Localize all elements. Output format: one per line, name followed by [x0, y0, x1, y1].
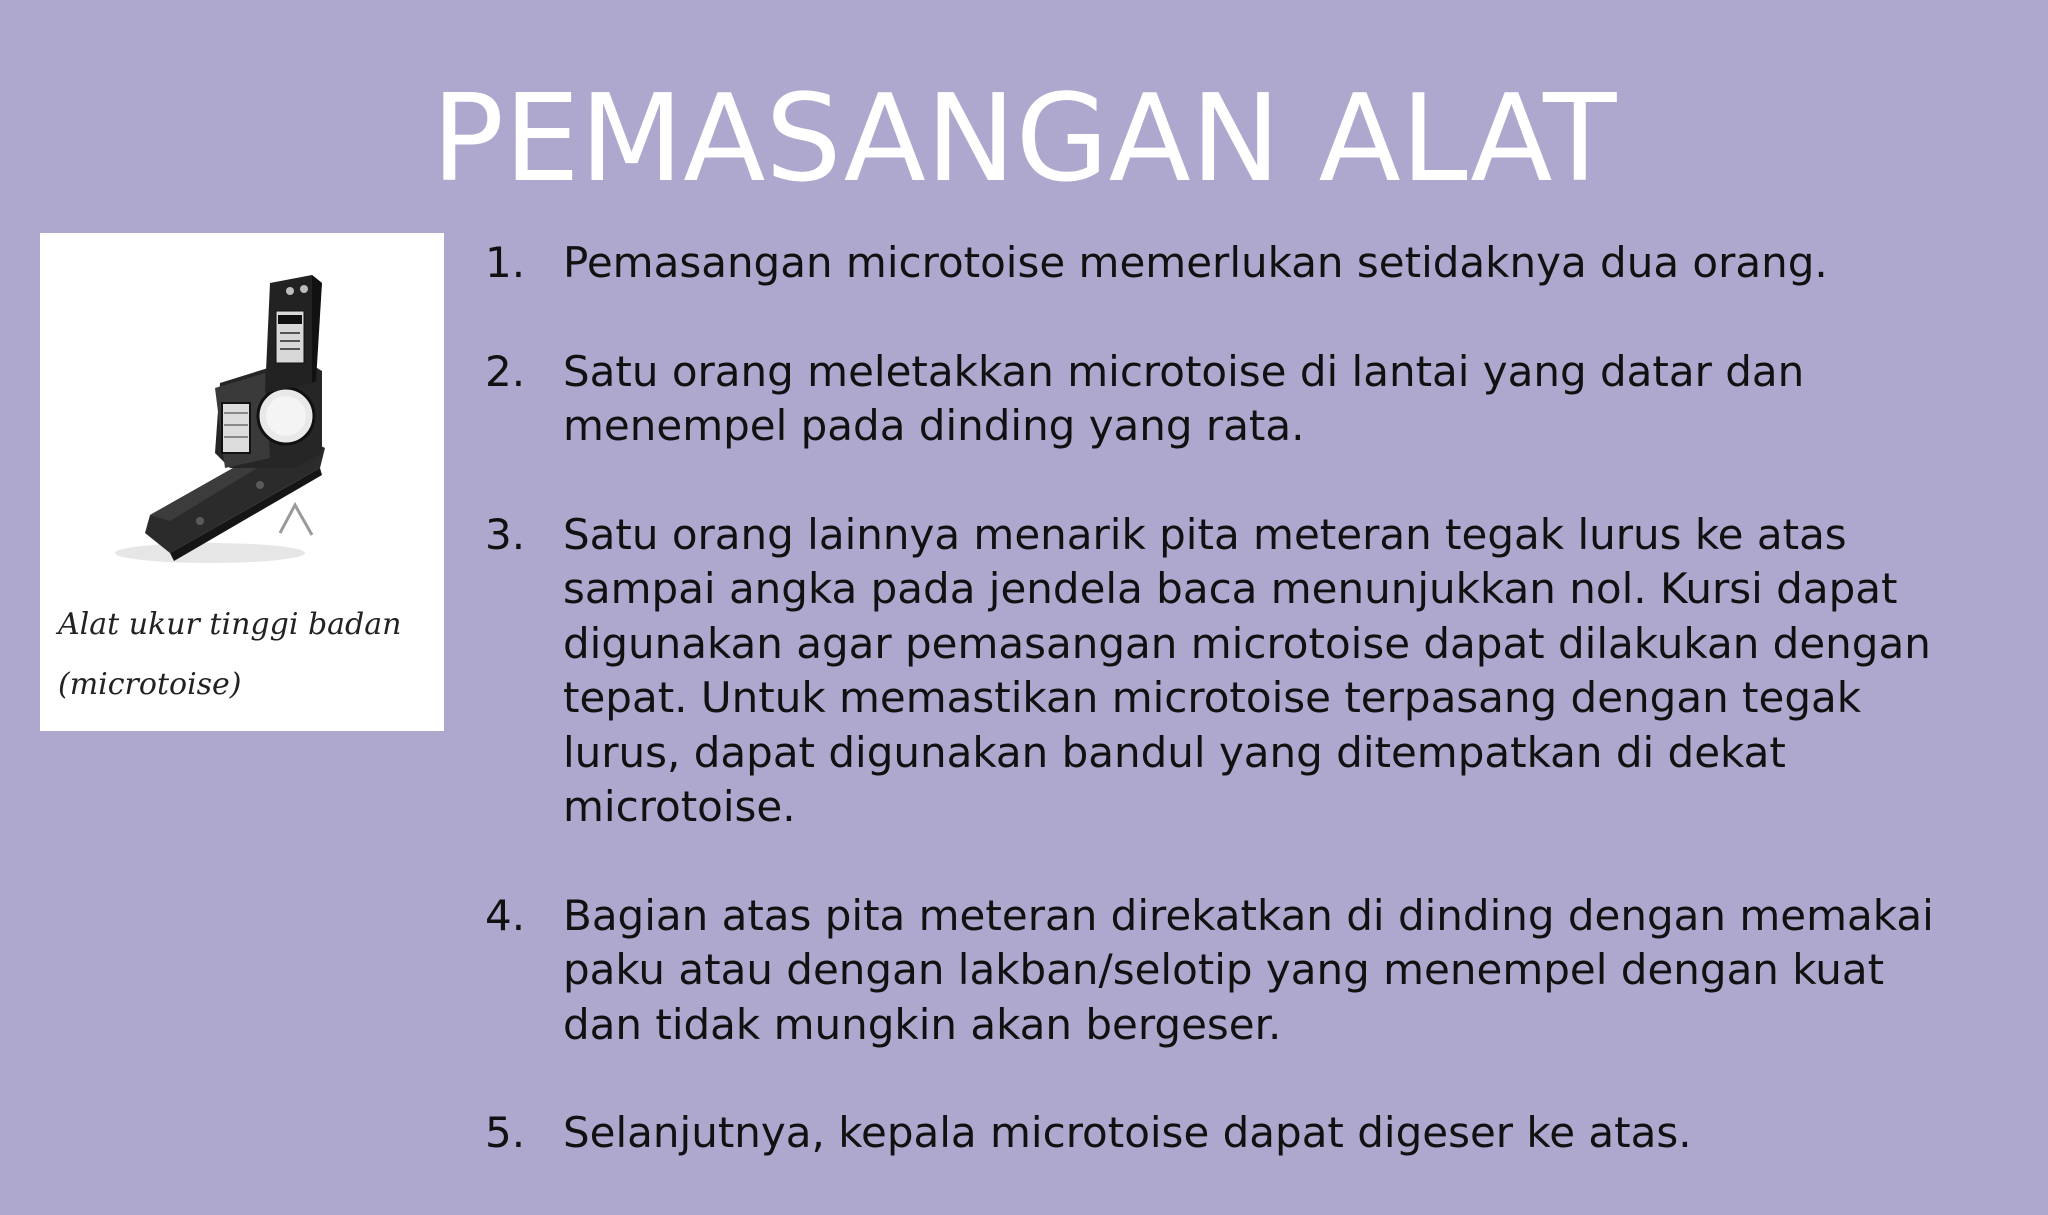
step-line: Bagian atas pita meteran direkatkan di dinding dengan memakai — [563, 890, 1934, 940]
list-item — [485, 889, 2005, 1053]
list-item — [485, 345, 2005, 454]
step-text — [563, 1106, 2005, 1161]
step-line: paku atau dengan lakban/selotip yang menempel dengan kuat — [563, 945, 1885, 994]
caption-line: (microtoise) — [58, 667, 242, 702]
list-item — [485, 508, 2005, 835]
step-number: 5. — [485, 1108, 526, 1157]
installation-steps-list — [485, 236, 2005, 1215]
microtoise-device-icon — [90, 253, 420, 583]
step-line: microtoise. — [563, 782, 796, 831]
figure-caption — [58, 595, 438, 715]
step-text — [563, 889, 2005, 1053]
caption-line: Alat ukur tinggi badan — [58, 607, 402, 642]
step-text — [563, 345, 2005, 454]
step-number: 1. — [485, 238, 526, 287]
step-line: sampai angka pada jendela baca menunjukkan nol. Kursi dapat — [563, 564, 1898, 613]
step-line: tepat. Untuk memastikan microtoise terpasang dengan tegak — [563, 673, 1862, 722]
slide-title: PEMASANGAN ALAT — [431, 70, 1617, 209]
step-text — [563, 508, 2005, 835]
step-number: 4. — [485, 890, 526, 940]
step-line: Selanjutnya, kepala microtoise dapat digeser ke atas. — [563, 1108, 1692, 1157]
step-line: Pemasangan microtoise memerlukan setidaknya dua orang. — [563, 238, 1828, 287]
step-line: Satu orang meletakkan microtoise di lantai yang datar dan — [563, 346, 1805, 396]
step-line: digunakan agar pemasangan microtoise dapat dilakukan dengan — [563, 618, 1931, 668]
list-item — [485, 1106, 2005, 1161]
step-line: menempel pada dinding yang rata. — [563, 401, 1305, 450]
step-text — [563, 236, 2005, 291]
microtoise-figure — [40, 233, 444, 731]
step-line: lurus, dapat digunakan bandul yang ditempatkan di dekat — [563, 727, 1786, 777]
list-item — [485, 236, 2005, 291]
step-number: 3. — [485, 509, 526, 559]
step-line: dan tidak mungkin akan bergeser. — [563, 999, 1282, 1049]
step-number: 2. — [485, 346, 526, 396]
step-line: Satu orang lainnya menarik pita meteran tegak lurus ke atas — [563, 509, 1847, 559]
